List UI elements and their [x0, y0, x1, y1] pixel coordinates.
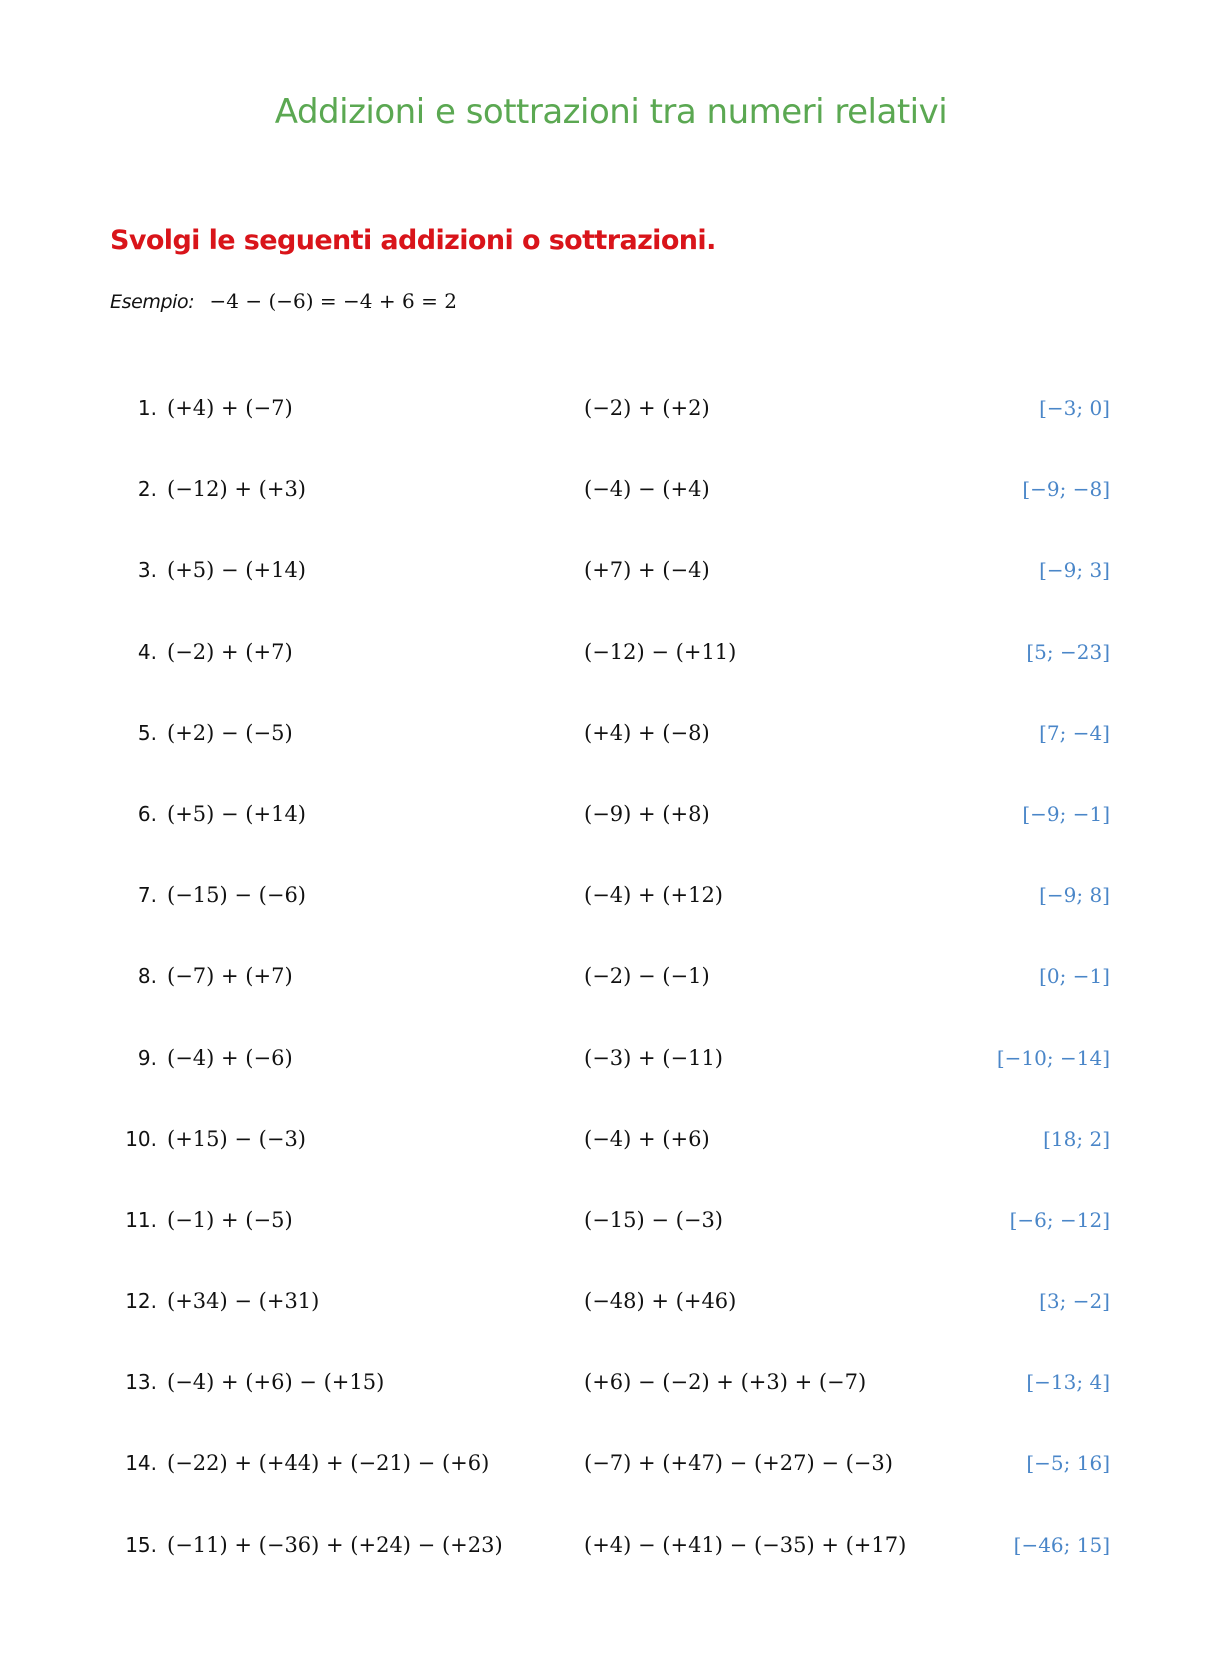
- exercise-number: 4.: [137, 639, 157, 664]
- exercise-expression-b: (+7) + (−4): [584, 558, 710, 583]
- exercise-number: 9.: [137, 1045, 157, 1070]
- exercise-expression-a: (+15) − (−3): [167, 1126, 306, 1151]
- exercise-solution: [7; −4]: [1039, 720, 1110, 745]
- exercise-expression-b: (+6) − (−2) + (+3) + (−7): [584, 1370, 867, 1395]
- exercise-expression-b: (+4) + (−8): [584, 720, 710, 745]
- exercise-number: 10.: [125, 1126, 157, 1151]
- exercise-row: [0, 558, 1222, 639]
- exercise-number: 14.: [125, 1451, 157, 1476]
- exercise-expression-a: (+5) − (+14): [167, 558, 306, 583]
- exercise-row: [0, 802, 1222, 883]
- exercise-row: [0, 1370, 1222, 1451]
- exercise-number: 5.: [137, 720, 157, 745]
- exercise-row: [0, 1046, 1222, 1127]
- exercise-row: [0, 1208, 1222, 1289]
- exercise-expression-a: (+34) − (+31): [167, 1289, 320, 1314]
- exercise-solution: [3; −2]: [1039, 1289, 1110, 1314]
- exercise-expression-a: (−22) + (+44) + (−21) − (+6): [167, 1451, 490, 1476]
- exercise-expression-a: (−15) − (−6): [167, 883, 306, 908]
- exercise-row: [0, 640, 1222, 721]
- exercise-row: [0, 964, 1222, 1045]
- exercise-solution: [−3; 0]: [1039, 396, 1110, 420]
- exercise-list: [0, 396, 1222, 1614]
- exercise-expression-b: (−12) − (+11): [584, 639, 737, 664]
- exercise-expression-b: (−48) + (+46): [584, 1289, 737, 1314]
- instruction-heading: Svolgi le seguenti addizioni o sottrazioni.: [110, 225, 716, 256]
- exercise-expression-b: (−9) + (+8): [584, 801, 710, 826]
- exercise-row: [0, 1127, 1222, 1208]
- exercise-expression-b: (−3) + (−11): [584, 1045, 723, 1070]
- exercise-solution: [−13; 4]: [1026, 1370, 1110, 1395]
- exercise-expression-b: (−2) − (−1): [584, 964, 710, 989]
- exercise-row: [0, 477, 1222, 558]
- exercise-expression-a: (−11) + (−36) + (+24) − (+23): [167, 1532, 503, 1557]
- exercise-number: 13.: [125, 1370, 157, 1395]
- exercise-expression-a: (−7) + (+7): [167, 964, 293, 989]
- exercise-number: 8.: [137, 964, 157, 989]
- exercise-expression-b: (−15) − (−3): [584, 1207, 723, 1232]
- exercise-solution: [−9; −1]: [1022, 801, 1110, 826]
- exercise-expression-a: (+2) − (−5): [167, 720, 293, 745]
- example-expression: −4 − (−6) = −4 + 6 = 2: [209, 289, 457, 313]
- exercise-solution: [5; −23]: [1026, 639, 1110, 664]
- exercise-expression-b: (+4) − (+41) − (−35) + (+17): [584, 1532, 907, 1557]
- exercise-row: [0, 1289, 1222, 1370]
- exercise-solution: [−46; 15]: [1013, 1532, 1110, 1557]
- exercise-row: [0, 721, 1222, 802]
- exercise-number: 11.: [125, 1207, 157, 1232]
- exercise-row: [0, 1451, 1222, 1532]
- example-line: [110, 289, 457, 314]
- exercise-expression-b: (−2) + (+2): [584, 396, 710, 420]
- exercise-row: [0, 396, 1222, 477]
- exercise-expression-a: (−12) + (+3): [167, 477, 306, 502]
- exercise-number: 3.: [137, 558, 157, 583]
- exercise-number: 12.: [125, 1289, 157, 1314]
- exercise-expression-a: (−4) + (−6): [167, 1045, 293, 1070]
- exercise-number: 6.: [137, 801, 157, 826]
- exercise-solution: [−6; −12]: [1009, 1207, 1110, 1232]
- exercise-number: 2.: [137, 477, 157, 502]
- exercise-number: 15.: [125, 1532, 157, 1557]
- exercise-solution: [−9; 8]: [1039, 883, 1110, 908]
- exercise-expression-a: (−1) + (−5): [167, 1207, 293, 1232]
- exercise-solution: [−9; 3]: [1039, 558, 1110, 583]
- exercise-solution: [−9; −8]: [1022, 477, 1110, 502]
- example-label: Esempio:: [110, 291, 195, 313]
- exercise-expression-a: (+4) + (−7): [167, 396, 293, 420]
- exercise-number: 7.: [137, 883, 157, 908]
- page-title: Addizioni e sottrazioni tra numeri relativi: [274, 92, 948, 132]
- exercise-row: [0, 883, 1222, 964]
- exercise-row: [0, 1533, 1222, 1614]
- exercise-expression-a: (−4) + (+6) − (+15): [167, 1370, 385, 1395]
- exercise-expression-b: (−4) + (+6): [584, 1126, 710, 1151]
- exercise-expression-b: (−4) − (+4): [584, 477, 710, 502]
- exercise-expression-b: (−7) + (+47) − (+27) − (−3): [584, 1451, 893, 1476]
- exercise-number: 1.: [137, 396, 157, 420]
- exercise-solution: [18; 2]: [1043, 1126, 1110, 1151]
- exercise-expression-a: (−2) + (+7): [167, 639, 293, 664]
- exercise-solution: [−5; 16]: [1026, 1451, 1110, 1476]
- exercise-expression-a: (+5) − (+14): [167, 801, 306, 826]
- exercise-solution: [0; −1]: [1039, 964, 1110, 989]
- exercise-expression-b: (−4) + (+12): [584, 883, 723, 908]
- exercise-solution: [−10; −14]: [996, 1045, 1110, 1070]
